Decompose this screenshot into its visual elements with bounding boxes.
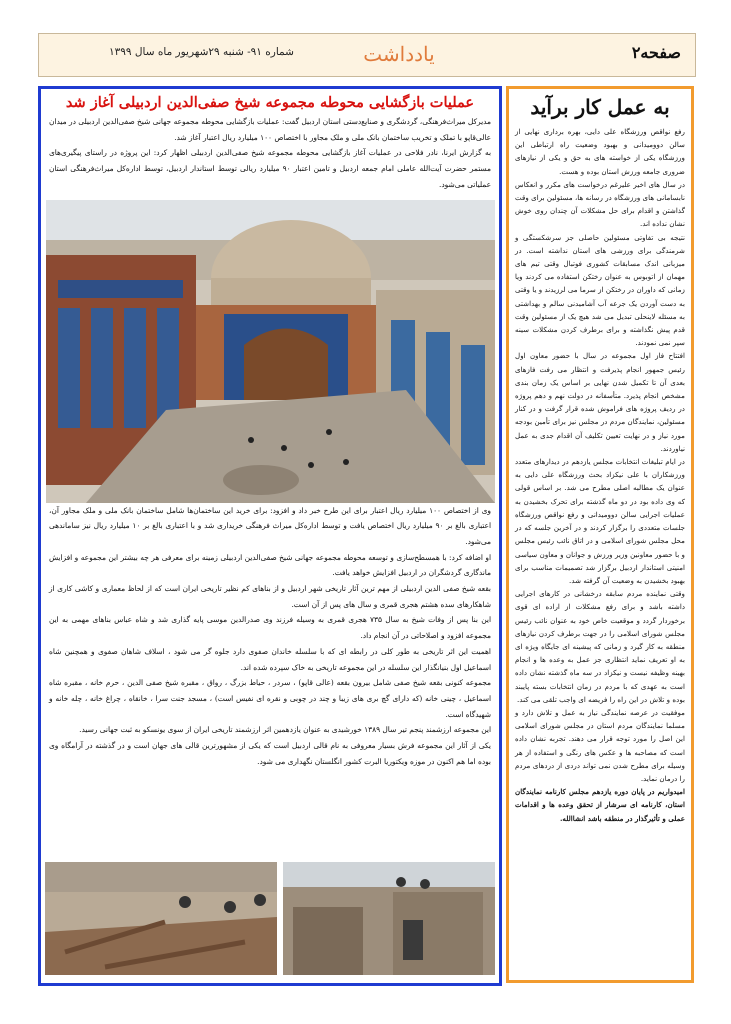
article-paragraph: یکی از آثار این مجموعه فرش بسیار معروفی به نام قالی اردبیل است که یکی از مشهورترین قالی های جهان است و در گذشته در آرامگاه وی بوده اما هم اکنون در موزه ویکتوریا البرت کشور انگلستان نگهداری می شود.: [49, 741, 491, 766]
editorial-column: [506, 86, 694, 983]
editorial-paragraph: نتیجه بی تفاوتی مسئولین حاصلی جز سرشکستگی و شرمندگی برای ورزشی های استان نداشته است. در میزبانی اندک مسابقات کشوری فوتبال وقتی تیم های مهمان از اتوبوس به عنوان رختکن استفاده می کردند ویا زمانی که داوران در رختکن از سرما می لرزیدند و یا وقتی به دست آوردن یک جرعه آب آشامیدنی سالم و بهداشتی به مسئله لاینحلی تبدیل می شد هیچ یک از مسئولین وقت قدم پیش نگذاشته و برای برطرف کردن مشکلات سینه سپر نمی نمودند.: [515, 232, 685, 348]
article-paragraph: مدیرکل میراث‌فرهنگی، گردشگری و صنایع‌دستی استان اردبیل گفت: عملیات بازگشایی محوطه مجموعه جهانی شیخ صفی‌الدین اردبیلی در میدان عالی‌قاپو با تملک و تخریب ساختمان بانک ملی و ملک مجاور با اختصاص ۱۰۰ میلیارد ریال اعتبار آغاز شد.: [49, 117, 491, 142]
editorial-paragraph: رفع نواقص ورزشگاه علی دایی، بهره برداری نهایی از سالن دوومیدانی و بهبود وضعیت راه ارتباطی این ورزشگاه یکی از خواسته های به حق و یکی از نیازهای ضروری جامعه ورزش استان بوده و هست.: [515, 127, 685, 176]
demolition-photo-right: [283, 862, 495, 975]
editorial-paragraph: وقتی نماینده مردم سابقه درخشانی در کارهای اجرایی داشته باشد و برای رفع مشکلات از اراده ای قوی برخوردار گردد و موقعیت خاص خود به عنوان نائب رئیس مجلس شورای اسلامی را در جهت برطرف کردن نیازهای منطقه به کار گیرد و زمانی که پیشینه ای جایگاه ویژه ای به او تعریف نماید انتظاری جز عمل به وعده ها و انجام بهینه وظیفه نیست و نیکزاد در سه ماه گذشته نشان داده است به عهدی که با مردم در زمان انتخابات بسته پایبند بوده و تلاش در این راه را فریضه ای واجب تلقی می کند.: [515, 589, 685, 704]
editorial-paragraph: افتتاح فاز اول مجموعه در سال با حضور معاون اول رئیس جمهور انجام پذیرفت و انتظار می رفت فازهای بعدی آن تا تکمیل شدن نهایی بر اساس یک زمان بندی مشخص انجام پذیرد. متأسفانه در دولت نهم و دهم پروژه در ردیف پروژه های فراموش شده قرار گرفت و در کنار مسئولین، نمایندگان مردم در مجلس نیز برای تأمین بودجه مورد نیاز و در نهایت تعیین تکلیف آن اقدام جدی به عمل نیاوردند.: [515, 351, 685, 453]
issue-date: شماره ۹۱- شنبه ۲۹شهریور ماه سال ۱۳۹۹: [109, 46, 294, 58]
section-title: یادداشت: [363, 42, 435, 66]
shrine-courtyard-photo: [46, 200, 495, 503]
editorial-paragraph: موفقیت در عرصه نمایندگی نیاز به عمل و تلاش دارد و مسلما نمایندگان مردم استان در مجلس شورای اسلامی این اصل را مورد توجه قرار می دهند. تجربه نشان داده است که مصاحبه ها و عکس های رنگی و استفاده از هر وسیله برای مطرح شدن نمی تواند دردی از دردهای مردم را درمان نماید.: [515, 707, 685, 783]
article-paragraph: او اضافه کرد: با همسطح‌سازی و توسعه محوطه مجموعه جهانی شیخ صفی‌الدین اردبیلی زمینه برای معرفی هر چه بیشتر این مجموعه و افزایش ماندگاری گردشگران در اردبیل افزایش خواهد یافت.: [49, 552, 491, 578]
demolition-photos: [45, 862, 495, 975]
editorial-body: [509, 125, 691, 825]
article-paragraph: بقعه شیخ صفی الدین اردبیلی از مهم ترین آثار تاریخی شهر اردبیل و از بناهای کم نظیر تاریخی ایران است که از لحاظ معماری و کاشی کاری از شاهکارهای سده هشتم هجری قمری و سال های پس از آن است.: [49, 584, 491, 609]
article-column: [38, 86, 502, 986]
article-paragraph: وی از اختصاص ۱۰۰ میلیارد ریال اعتبار برای این طرح خبر داد و افزود: برای خرید این ساختمان‌ها شامل ساختمان بانک ملی و ملک مجاور آن، اعتباری بالغ بر ۹۰ میلیارد ریال اختصاص یافت و توسط اداره‌کل میراث فرهنگی خریداری شد و با اعتباری بالغ بر ۱۰ میلیارد ریال نیز ساماندهی می‌شود.: [49, 505, 491, 546]
article-paragraph: این بنا پس از وفات شیخ به سال ۷۳۵ هجری قمری به وسیله فرزند وی صدرالدین موسی پایه گذاری شد و شاه عباس بناهای مهمی به این مجموعه افزود و اصلاحاتی در آن انجام داد.: [49, 615, 491, 641]
article-paragraph: به گزارش ایرنا، نادر فلاحی در عملیات آغاز بازگشایی محوطه مجموعه شیخ صفی‌الدین اردبیلی اظهار کرد: این پروژه در راستای پیگیری‌های مستمر حضرت آیت‌الله عاملی امام جمعه اردبیل و تامین اعتبار ۹۰ میلیارد ریالی توسط استاندار اردبیل، توسط اداره‌کل میراث‌فرهنگی استان عملیاتی می‌شود.: [49, 148, 491, 189]
article-paragraph: اهمیت این اثر تاریخی به طور کلی در رابطه ای که با سلسله خاندان صفوی دارد جلوه گر می شود ، اسلاف شاهان صفوی و همچنین شاه اسماعیل اول بنیانگذار این سلسله در این مجموعه تاریخی به خاک سپرده شده اند.: [49, 646, 491, 672]
editorial-paragraph: در سال های اخیر علیرغم درخواست های مکرر و انعکاس نابسامانی های ورزشگاه در رسانه ها، مسئولین برای وقت گذاشتن و اقدام برای حل مشکلات آن چندان روی خوش نشان نداده اند.: [515, 179, 685, 229]
article-paragraph: مجموعه کنونی بقعه شیخ صفی شامل بیرون بقعه (عالی قاپو) ، سردر ، حیاط بزرگ ، رواق ، مقبره شیخ صفی الدین ، حرم خانه ، مقبره شاه اسماعیل ، چینی خانه (که دارای گچ بری های زیبا و چند در چوبی و نقره ای نفیس است) ، مسجد جنت سرا ، خانقاه ، چراغ خانه ، چله خانه و شهیدگاه است.: [49, 678, 491, 719]
article-paragraph: این مجموعه ارزشمند پنجم تیر سال ۱۳۸۹ خورشیدی به عنوان یازدهمین اثر ارزشمند تاریخی ایران از سوی یونسکو به ثبت جهانی رسید.: [79, 725, 491, 735]
page-number: صفحه۲: [631, 43, 681, 62]
demolition-photo-left: [45, 862, 277, 975]
article-title: عملیات بازگشایی محوطه مجموعه شیخ صفی‌الدین اردبیلی آغاز شد: [65, 94, 475, 111]
article-intro: [41, 114, 499, 193]
editorial-closing: امیدواریم در پایان دوره یازدهم مجلس کارنامه نمایندگان استان، کارنامه ای سرشار از تحقق وعده ها و اقدامات عملی و تأثیرگذار در منطقه باشد انشاالله.: [515, 787, 685, 823]
page-header: [38, 33, 696, 77]
editorial-title: به عمل کار برآید: [530, 95, 670, 119]
editorial-paragraph: در ایام تبلیغات انتخابات مجلس یازدهم در دیدارهای متعدد ورزشکاران با علی نیکزاد بحث ورزشگاه علی دایی به عنوان یک مطالبه اصلی مطرح می شد. بر اساس قولی که وی داده بود در دو ماه گذشته برای تحرک بخشیدن به عملیات اجرایی سالن دوومیدانی و رفع نواقص ورزشگاه جلسات متعددی را برگزار کردند و در آخرین جلسه که در محل مجلس شورای اسلامی و در اتاق نائب رئیس مجلس و با حضور معاونین وزیر ورزش و جوانان و معاون سیاسی امنیتی استاندار اردبیل برگزار شد تصمیمات مناسب برای بهبود بخشیدن به وضعیت آن گرفته شد.: [515, 457, 685, 585]
shrine-photo-illustration: [46, 200, 495, 503]
article-body: [41, 503, 499, 770]
